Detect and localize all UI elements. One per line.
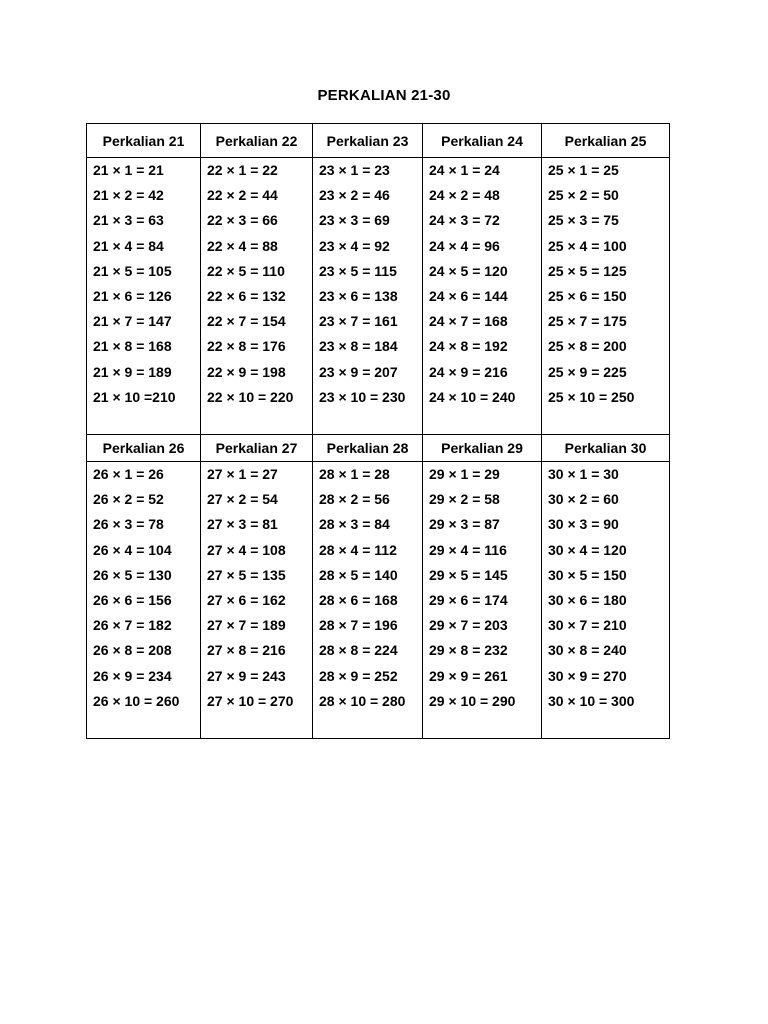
multiplication-line: 21 × 8 = 168 xyxy=(93,338,172,355)
multiplication-line: 26 × 8 = 208 xyxy=(93,642,172,659)
multiplication-line: 21 × 4 = 84 xyxy=(93,237,164,254)
multiplication-line: 26 × 5 = 130 xyxy=(93,566,172,583)
multiplication-line: 25 × 3 = 75 xyxy=(548,212,619,229)
multiplication-line: 28 × 4 = 112 xyxy=(319,541,397,558)
table-cell xyxy=(201,158,313,435)
column-header: Perkalian 22 xyxy=(201,124,313,158)
multiplication-line: 30 × 6 = 180 xyxy=(548,591,627,608)
multiplication-line: 25 × 9 = 225 xyxy=(548,363,627,380)
multiplication-line: 27 × 7 = 189 xyxy=(207,617,286,634)
multiplication-line: 29 × 8 = 232 xyxy=(429,642,508,659)
multiplication-line: 25 × 2 = 50 xyxy=(548,187,619,204)
multiplication-line: 24 × 3 = 72 xyxy=(429,212,500,229)
multiplication-line: 27 × 2 = 54 xyxy=(207,491,278,508)
multiplication-line: 28 × 9 = 252 xyxy=(319,667,398,684)
multiplication-line: 21 × 10 =210 xyxy=(93,388,176,405)
multiplication-line: 23 × 6 = 138 xyxy=(319,287,398,304)
multiplication-line: 21 × 5 = 105 xyxy=(93,262,172,279)
column-header: Perkalian 25 xyxy=(542,124,670,158)
multiplication-line: 25 × 4 = 100 xyxy=(548,237,627,254)
multiplication-line: 28 × 2 = 56 xyxy=(319,491,390,508)
table-body-row xyxy=(87,158,670,435)
multiplication-line: 21 × 2 = 42 xyxy=(93,187,164,204)
multiplication-line: 26 × 10 = 260 xyxy=(93,692,180,709)
multiplication-line: 23 × 3 = 69 xyxy=(319,212,390,229)
multiplication-line: 22 × 7 = 154 xyxy=(207,313,286,330)
multiplication-line: 28 × 1 = 28 xyxy=(319,466,390,482)
table-cell xyxy=(313,158,423,435)
multiplication-line: 25 × 10 = 250 xyxy=(548,388,635,405)
column-header: Perkalian 28 xyxy=(313,435,423,462)
multiplication-line: 24 × 8 = 192 xyxy=(429,338,508,355)
multiplication-line: 23 × 7 = 161 xyxy=(319,313,398,330)
multiplication-line: 21 × 9 = 189 xyxy=(93,363,172,380)
column-header: Perkalian 27 xyxy=(201,435,313,462)
multiplication-line: 28 × 6 = 168 xyxy=(319,591,398,608)
table-cell xyxy=(87,462,201,739)
table-cell xyxy=(87,158,201,435)
multiplication-line: 30 × 2 = 60 xyxy=(548,491,619,508)
multiplication-line: 29 × 10 = 290 xyxy=(429,692,516,709)
multiplication-line: 22 × 1 = 22 xyxy=(207,162,278,178)
multiplication-line: 27 × 9 = 243 xyxy=(207,667,286,684)
multiplication-line: 29 × 5 = 145 xyxy=(429,566,508,583)
multiplication-line: 26 × 6 = 156 xyxy=(93,591,172,608)
table-cell xyxy=(542,462,670,739)
column-header: Perkalian 24 xyxy=(423,124,542,158)
multiplication-line: 22 × 2 = 44 xyxy=(207,187,278,204)
multiplication-line: 23 × 9 = 207 xyxy=(319,363,398,380)
multiplication-line: 22 × 5 = 110 xyxy=(207,262,285,279)
multiplication-line: 30 × 5 = 150 xyxy=(548,566,627,583)
multiplication-line: 29 × 7 = 203 xyxy=(429,617,508,634)
multiplication-line: 25 × 7 = 175 xyxy=(548,313,627,330)
multiplication-line: 24 × 4 = 96 xyxy=(429,237,500,254)
multiplication-line: 22 × 6 = 132 xyxy=(207,287,286,304)
multiplication-line: 26 × 3 = 78 xyxy=(93,516,164,533)
multiplication-line: 22 × 3 = 66 xyxy=(207,212,278,229)
multiplication-line: 21 × 1 = 21 xyxy=(93,162,164,178)
table-header-row xyxy=(87,435,670,462)
multiplication-line: 28 × 10 = 280 xyxy=(319,692,406,709)
multiplication-line: 27 × 6 = 162 xyxy=(207,591,286,608)
multiplication-line: 23 × 5 = 115 xyxy=(319,262,397,279)
multiplication-line: 21 × 3 = 63 xyxy=(93,212,164,229)
multiplication-line: 25 × 8 = 200 xyxy=(548,338,627,355)
multiplication-line: 24 × 7 = 168 xyxy=(429,313,508,330)
multiplication-line: 30 × 3 = 90 xyxy=(548,516,619,533)
multiplication-line: 24 × 9 = 216 xyxy=(429,363,508,380)
multiplication-line: 23 × 2 = 46 xyxy=(319,187,390,204)
multiplication-line: 23 × 8 = 184 xyxy=(319,338,398,355)
column-header: Perkalian 30 xyxy=(542,435,670,462)
multiplication-line: 21 × 7 = 147 xyxy=(93,313,172,330)
column-header: Perkalian 29 xyxy=(423,435,542,462)
multiplication-table-top xyxy=(86,123,670,435)
multiplication-line: 29 × 1 = 29 xyxy=(429,466,500,482)
multiplication-line: 27 × 3 = 81 xyxy=(207,516,278,533)
page-title: PERKALIAN 21-30 xyxy=(317,87,451,104)
multiplication-line: 24 × 2 = 48 xyxy=(429,187,500,204)
multiplication-line: 21 × 6 = 126 xyxy=(93,287,172,304)
table-cell xyxy=(542,158,670,435)
column-header: Perkalian 21 xyxy=(87,124,201,158)
table-cell xyxy=(423,462,542,739)
multiplication-line: 29 × 6 = 174 xyxy=(429,591,508,608)
multiplication-line: 24 × 5 = 120 xyxy=(429,262,508,279)
multiplication-line: 28 × 8 = 224 xyxy=(319,642,398,659)
multiplication-line: 26 × 7 = 182 xyxy=(93,617,172,634)
table-body-row xyxy=(87,462,670,739)
multiplication-line: 23 × 4 = 92 xyxy=(319,237,390,254)
multiplication-line: 25 × 1 = 25 xyxy=(548,162,619,178)
table-cell xyxy=(313,462,423,739)
multiplication-line: 30 × 7 = 210 xyxy=(548,617,627,634)
multiplication-line: 30 × 10 = 300 xyxy=(548,692,635,709)
table-cell xyxy=(423,158,542,435)
column-header: Perkalian 26 xyxy=(87,435,201,462)
multiplication-line: 26 × 4 = 104 xyxy=(93,541,172,558)
multiplication-line: 22 × 9 = 198 xyxy=(207,363,286,380)
multiplication-line: 22 × 8 = 176 xyxy=(207,338,286,355)
multiplication-line: 24 × 6 = 144 xyxy=(429,287,508,304)
multiplication-line: 24 × 1 = 24 xyxy=(429,162,500,178)
multiplication-line: 28 × 5 = 140 xyxy=(319,566,398,583)
multiplication-table-bottom xyxy=(86,434,670,739)
multiplication-line: 25 × 5 = 125 xyxy=(548,262,627,279)
multiplication-line: 25 × 6 = 150 xyxy=(548,287,627,304)
multiplication-line: 27 × 4 = 108 xyxy=(207,541,286,558)
multiplication-line: 29 × 3 = 87 xyxy=(429,516,500,533)
multiplication-line: 30 × 8 = 240 xyxy=(548,642,627,659)
multiplication-line: 23 × 10 = 230 xyxy=(319,388,406,405)
multiplication-line: 24 × 10 = 240 xyxy=(429,388,516,405)
multiplication-line: 27 × 10 = 270 xyxy=(207,692,294,709)
multiplication-line: 27 × 8 = 216 xyxy=(207,642,286,659)
multiplication-line: 22 × 10 = 220 xyxy=(207,388,294,405)
table-header-row xyxy=(87,124,670,158)
multiplication-line: 28 × 3 = 84 xyxy=(319,516,390,533)
multiplication-line: 29 × 4 = 116 xyxy=(429,541,507,558)
table-cell xyxy=(201,462,313,739)
multiplication-line: 26 × 2 = 52 xyxy=(93,491,164,508)
column-header: Perkalian 23 xyxy=(313,124,423,158)
multiplication-line: 26 × 9 = 234 xyxy=(93,667,172,684)
multiplication-line: 28 × 7 = 196 xyxy=(319,617,398,634)
multiplication-line: 22 × 4 = 88 xyxy=(207,237,278,254)
multiplication-line: 29 × 9 = 261 xyxy=(429,667,508,684)
multiplication-line: 29 × 2 = 58 xyxy=(429,491,500,508)
multiplication-line: 27 × 5 = 135 xyxy=(207,566,286,583)
multiplication-line: 30 × 1 = 30 xyxy=(548,466,619,482)
multiplication-line: 30 × 4 = 120 xyxy=(548,541,627,558)
multiplication-line: 23 × 1 = 23 xyxy=(319,162,390,178)
multiplication-line: 26 × 1 = 26 xyxy=(93,466,164,482)
multiplication-line: 27 × 1 = 27 xyxy=(207,466,278,482)
multiplication-line: 30 × 9 = 270 xyxy=(548,667,627,684)
